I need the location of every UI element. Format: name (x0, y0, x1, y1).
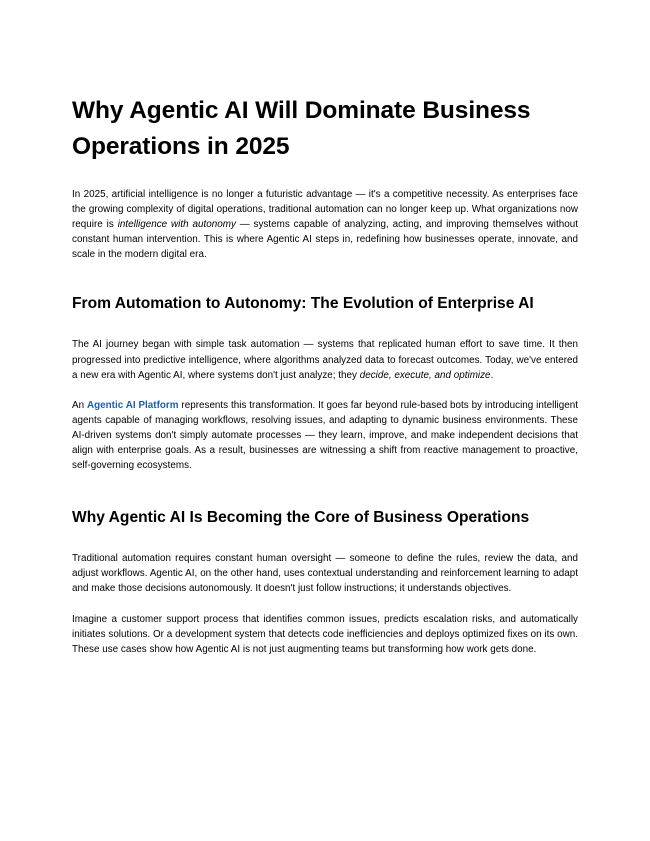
section1-paragraph-2 (72, 398, 578, 473)
section1-p1-part1: The AI journey began with simple task automation — systems that replicated human effort to save time. It then progressed into predictive intelligence, where algorithms analyzed data to forecast outcomes. Today, we've entered a new era with Agentic AI, where systems don't just analyze; they (72, 339, 578, 381)
section2-paragraph-2: Imagine a customer support process that identifies common issues, predicts escalation risks, and automatically initiates solutions. Or a development system that detects code inefficiencies and deploys optimized fixes on its own. These use cases show how Agentic AI is not just augmenting teams but transforming how work gets done. (72, 613, 578, 655)
section-heading-core-business: Why Agentic AI Is Becoming the Core of Business Operations (72, 509, 530, 527)
agentic-ai-platform-link[interactable]: Agentic AI Platform (86, 399, 179, 411)
document-body (72, 93, 578, 657)
intro-text-part1: In 2025, artificial intelligence is no longer a futuristic advantage — it's a competitive necessity. As enterprises face the growing complexity of digital operations, traditional automation can no longer keep up. What organizations now require is (72, 189, 578, 231)
section1-paragraph-1 (72, 337, 578, 382)
intro-text-part2: — systems capable of analyzing, acting, and improving themselves without constant human intervention. This is where Agentic AI steps in, redefining how businesses operate, innovate, and scale in the modern digital era. (72, 219, 578, 261)
intro-paragraph (72, 187, 578, 262)
section1-p2-part2: represents this transformation. It goes far beyond rule-based bots by introducing intelligent agents capable of managing workflows, resolving issues, and adapting to dynamic business environments. These AI-driven systems don't simply automate processes — they learn, improve, and make independent decisions that align with enterprise goals. As a result, businesses are witnessing a shift from reactive management to proactive, self-governing ecosystems. (72, 399, 578, 472)
page-title: Why Agentic AI Will Dominate Business Operations in 2025 (72, 97, 531, 160)
section-heading-evolution: From Automation to Autonomy: The Evolution of Enterprise AI (72, 295, 534, 313)
section2-paragraph-1: Traditional automation requires constant human oversight — someone to define the rules, review the data, and adjust workflows. Agentic AI, on the other hand, uses contextual understanding and reinforcement learning to adapt and make those decisions autonomously. It doesn't just follow instructions; it understands objectives. (72, 553, 578, 595)
section1-p1-emphasis: decide, execute, and optimize (359, 369, 491, 381)
intro-emphasis: intelligence with autonomy (117, 219, 236, 231)
section1-p2-part1: An (72, 399, 87, 411)
section1-p1-part2: . (490, 369, 494, 381)
